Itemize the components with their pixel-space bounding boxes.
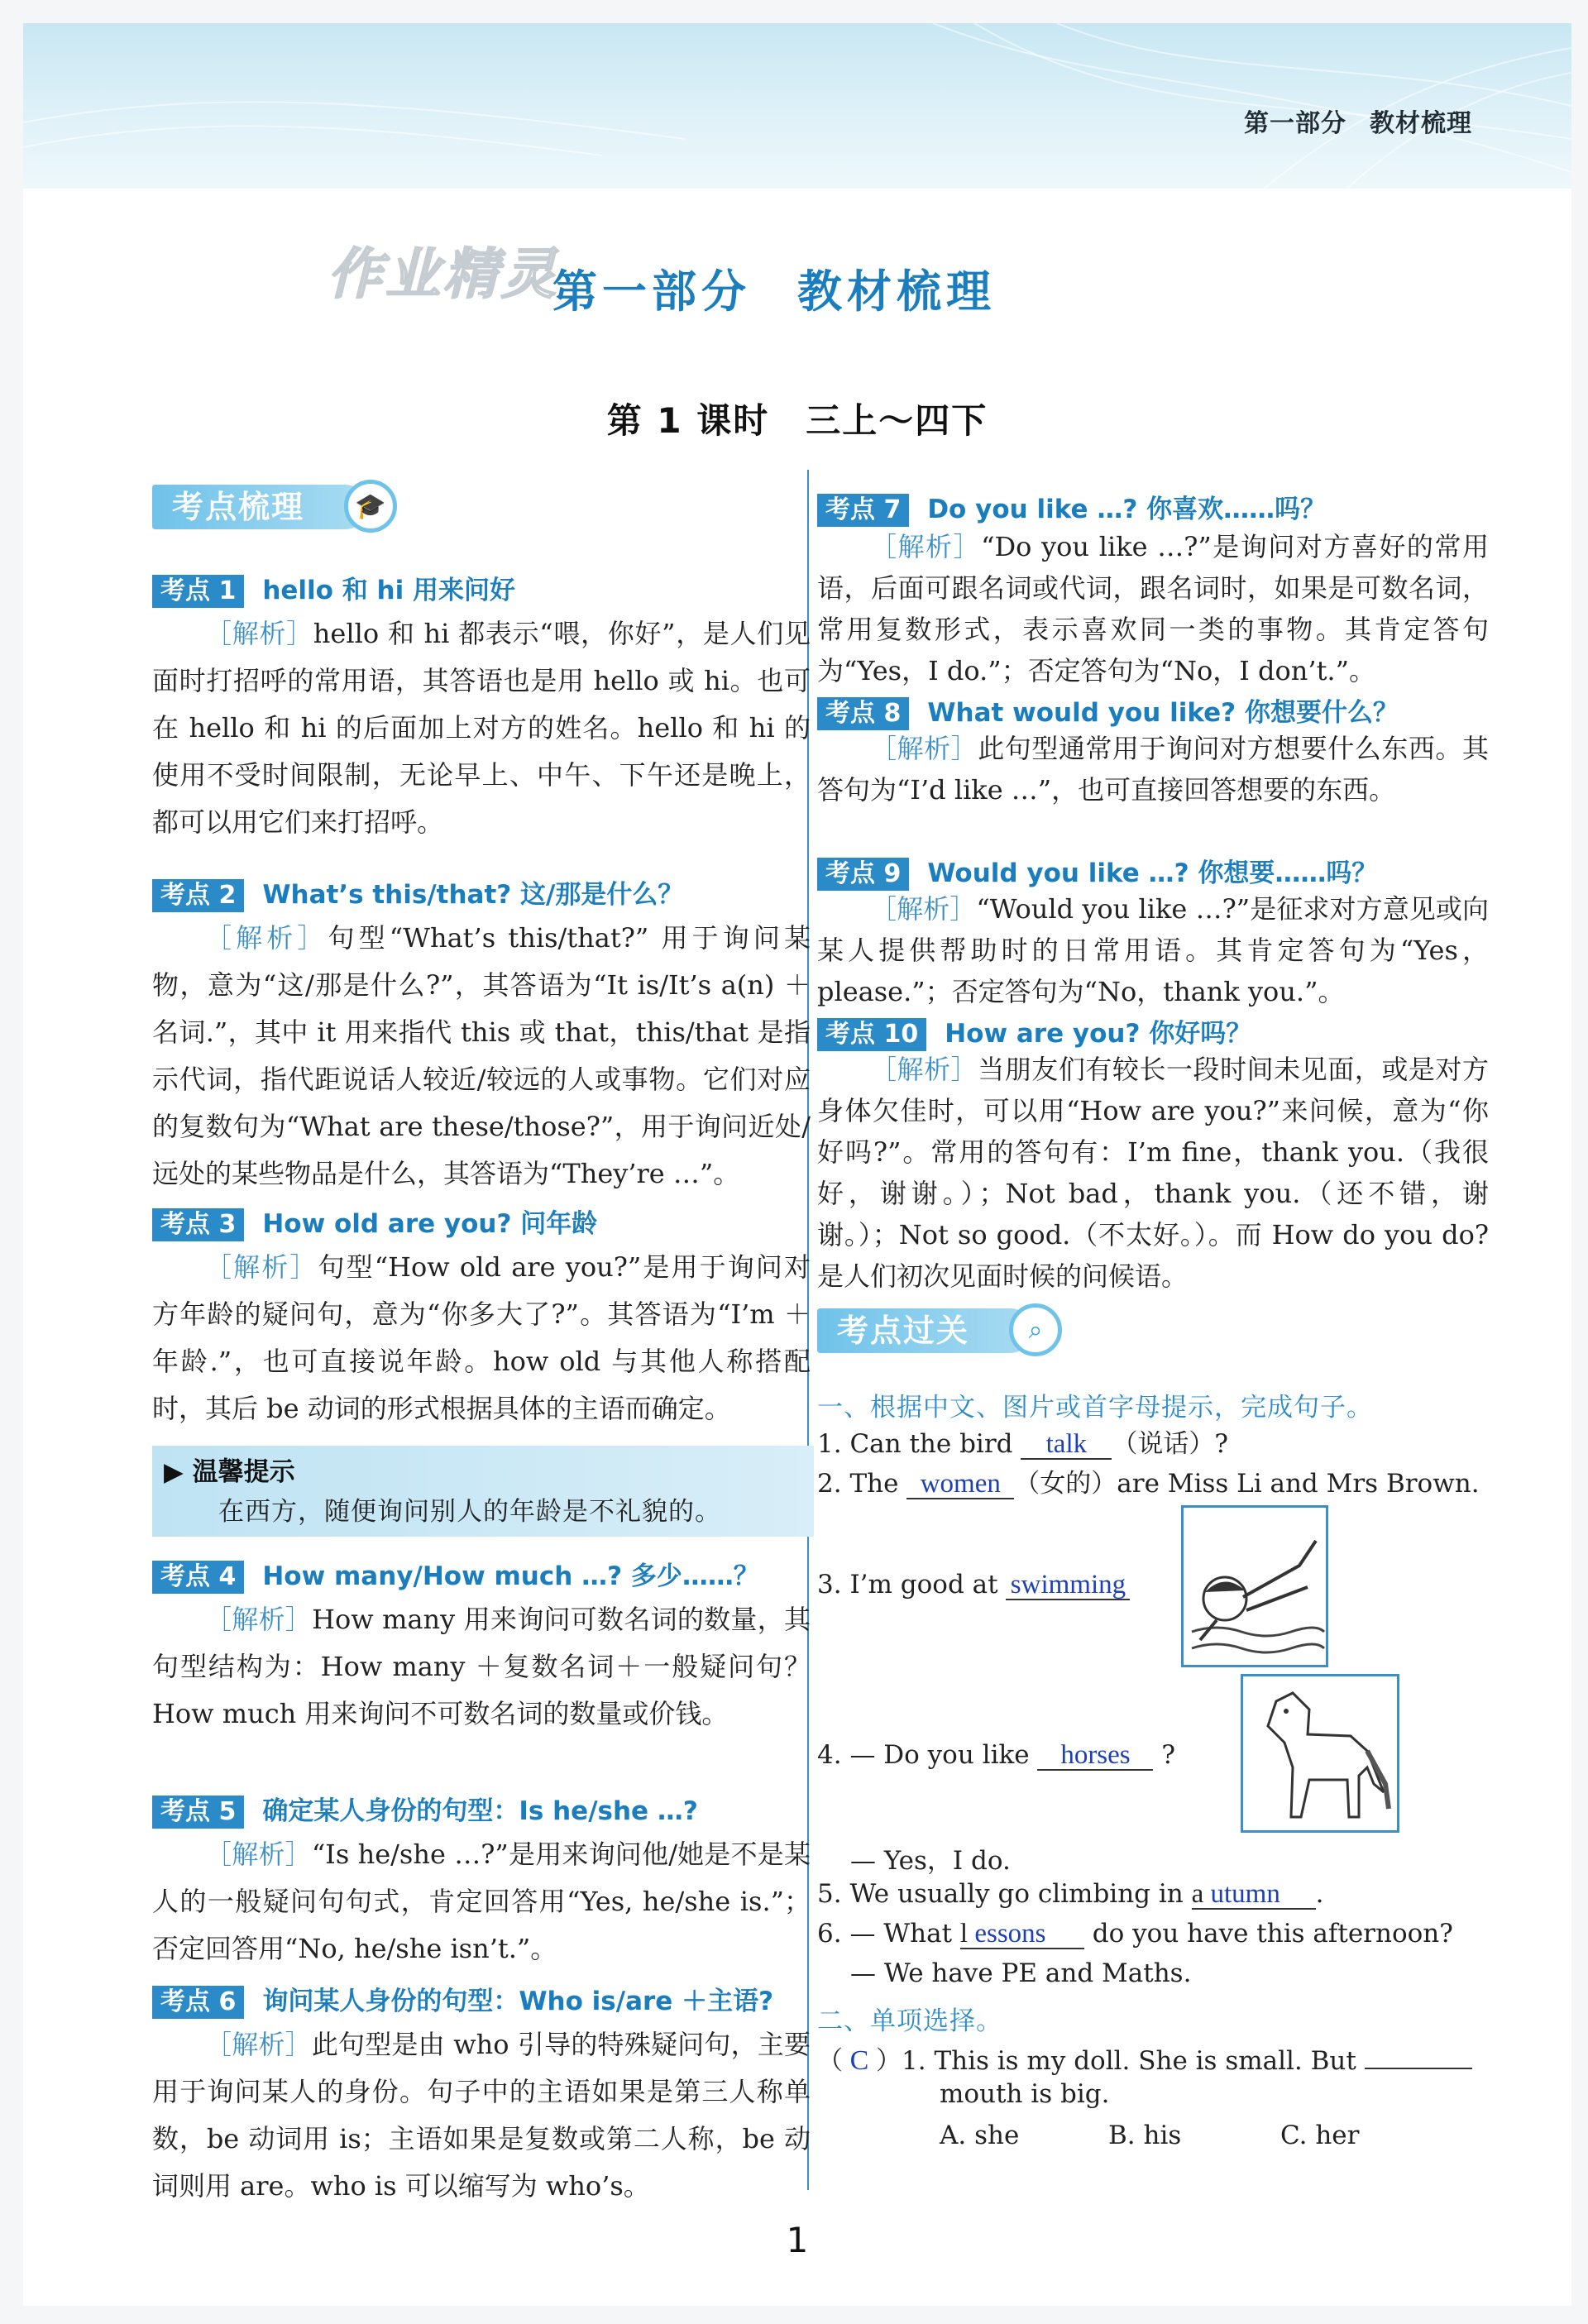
jiexi-label: ［解析］: [870, 1054, 978, 1085]
knowledge-point-3: [152, 1203, 597, 1241]
exercise-2-item-1-line2: mouth is big.: [940, 2079, 1110, 2109]
knowledge-point-4: [152, 1555, 759, 1594]
exercise-1-item-4-reply: — Yes，I do.: [850, 1846, 1011, 1876]
page-number: 1: [786, 2220, 809, 2260]
kp-1-explanation: [152, 610, 811, 846]
tip-text: 在西方，随便询问别人的年龄是不礼貌的。: [218, 1497, 721, 1527]
kp-title: Do you like …? 你喜欢……吗？: [927, 495, 1327, 524]
choice-answer: C: [849, 2045, 869, 2076]
item-number: 1.: [902, 2046, 926, 2076]
kp-text: hello 和 hi 都表示“喂，你好”，是人们见面时打招呼的常用语，其答语也是用 hello 或 hi。也可在 hello 和 hi 的后面加上对方的姓名。hello 和 hi 的使用不受时间限制，无论早上、中午、下午还是晚上，都可以用它们来打招呼。: [152, 618, 811, 838]
item-text: We usually go climbing in: [849, 1879, 1184, 1909]
watermark: 作业精灵: [328, 242, 559, 306]
jiexi-label: ［解析］: [205, 1839, 312, 1870]
jiexi-label: ［解析］: [205, 922, 328, 954]
jiexi-label: ［解析］: [870, 893, 977, 925]
item-text: This is my doll. She is small. But: [934, 2046, 1356, 2076]
kp-5-explanation: [152, 1831, 811, 1973]
kp-title: hello 和 hi 用来问好: [262, 576, 516, 605]
jiexi-label: ［解析］: [205, 2029, 312, 2060]
exercise-1-item-6-reply: — We have PE and Maths.: [850, 1958, 1192, 1988]
exercise-1-item-6: [817, 1919, 1453, 1949]
tip-title: ▶ 温馨提示: [164, 1457, 295, 1487]
kp-6-explanation: [152, 2021, 811, 2210]
kp-badge: 考点 6: [152, 1986, 244, 2019]
kp-title: Would you like …? 你想要……吗？: [927, 858, 1378, 888]
graduation-cap-icon: 🎓: [344, 480, 397, 533]
kp-badge: 考点 1: [152, 575, 244, 608]
kp-text: 当朋友们有较长一段时间未见面，或是对方身体欠佳时，可以用“How are you?”来问候，意为“你好吗?”。常用的答句有：I’m fine，thank you.（我很好，谢谢。）；Not bad，thank you.（还不错，谢谢。）；Not so good.（不太好。）。而 How do you do? 是人们初次见面时候的问候语。: [817, 1054, 1489, 1292]
warm-tip-box: [152, 1446, 814, 1537]
kp-4-explanation: [152, 1596, 811, 1738]
kp-3-explanation: [152, 1244, 811, 1432]
knowledge-point-7: [817, 488, 1326, 527]
horse-image: [1241, 1674, 1399, 1833]
swimming-boy-image: [1181, 1505, 1328, 1667]
item-text: I’m good at: [849, 1570, 998, 1600]
kp-text: 此句型通常用于询问对方想要什么东西。其答句为“I’d like …”，也可直接回答想要的东西。: [817, 733, 1489, 806]
answer-blank: talk: [1021, 1430, 1112, 1460]
answer-blank: [1365, 2068, 1472, 2069]
exercise-1-item-3: [817, 1570, 1130, 1600]
answer-blank: women: [906, 1470, 1014, 1499]
kp-title: 询问某人身份的句型：Who is/are ＋主语?: [262, 1987, 774, 2016]
knowledge-point-1: [152, 569, 515, 608]
kp-title: How old are you? 问年龄: [262, 1209, 598, 1239]
running-header: [1244, 103, 1472, 139]
option-b: B. his: [1108, 2121, 1182, 2150]
kp-badge: 考点 3: [152, 1208, 244, 1241]
item-text: .: [1315, 1879, 1324, 1909]
exercise-2-heading: 二、单项选择。: [817, 2006, 1002, 2036]
jiexi-label: ［解析］: [870, 733, 978, 764]
knowledge-point-2: [152, 873, 683, 912]
kp-badge: 考点 2: [152, 879, 244, 912]
item-text: ?: [1161, 1740, 1175, 1770]
paren: ）: [876, 2046, 902, 2076]
kp-text: 句型“How old are you?”是用于询问对方年龄的疑问句，意为“你多大了?”。其答语为“I’m ＋年龄.”，也可直接说年龄。how old 与其他人称搭配时，其后 be 动词的形式根据具体的主语而确定。: [152, 1251, 811, 1424]
exercise-2-item-1: [817, 2039, 1472, 2077]
knowledge-point-9: [817, 852, 1377, 891]
item-text: — Do you like: [849, 1740, 1030, 1770]
answer-blank: horses: [1037, 1741, 1153, 1771]
knowledge-point-10: [817, 1012, 1251, 1051]
kp-badge: 考点 10: [817, 1018, 926, 1051]
item-number: 1.: [817, 1429, 842, 1459]
item-text: Can the bird: [849, 1429, 1013, 1459]
kp-text: “Do you like …?”是询问对方喜好的常用语，后面可跟名词或代词，跟名词时，如果是可数名词，常用复数形式，表示喜欢同一类的事物。其肯定答句为“Yes，I do.”；否定答句为“No，I don’t.”。: [817, 531, 1489, 686]
item-number: 4.: [817, 1740, 842, 1770]
horse-icon: [1243, 1676, 1397, 1830]
item-text: （女的）are Miss Li and Mrs Brown.: [1014, 1469, 1480, 1499]
exercise-1-item-4: [817, 1740, 1175, 1771]
item-number: 6.: [817, 1919, 842, 1949]
jiexi-label: ［解析］: [205, 1604, 313, 1635]
exercise-1-item-2: [817, 1462, 1480, 1499]
answer-blank: [1192, 1880, 1316, 1910]
kp-badge: 考点 5: [152, 1796, 244, 1829]
jiexi-label: ［解析］: [205, 1251, 318, 1283]
item-number: 3.: [817, 1570, 842, 1600]
kp-badge: 考点 7: [817, 494, 909, 527]
kp-text: How many 用来询问可数名词的数量，其句型结构为：How many ＋复数名词＋一般疑问句？How much 用来询问不可数名词的数量或价钱。: [152, 1604, 811, 1729]
kp-title: What would you like? 你想要什么？: [927, 698, 1399, 728]
jiexi-label: ［解析］: [870, 531, 982, 562]
kp-title: How many/How much …? 多少……？: [262, 1561, 759, 1591]
kp-title: How are you? 你好吗？: [945, 1019, 1252, 1049]
part-title-right: 教材梳理: [797, 265, 996, 318]
option-a: A. she: [940, 2121, 1020, 2150]
item-text: — What: [849, 1919, 953, 1949]
kp-text: “Is he/she …?”是用来询问他/她是不是某人的一般疑问句句式，肯定回答用“Yes, he/she is.”；否定回答用“No, he/she isn’t.”。: [152, 1839, 811, 1964]
exercise-1-item-1: [817, 1423, 1228, 1460]
item-number: 5.: [817, 1879, 842, 1909]
kp-7-explanation: [817, 526, 1489, 691]
knowledge-point-6: [152, 1980, 773, 2019]
header-banner: [23, 23, 1571, 189]
item-text: （说话）?: [1112, 1429, 1228, 1459]
answer-text: essons: [974, 1919, 1046, 1949]
kp-badge: 考点 4: [152, 1561, 244, 1594]
kp-9-explanation: [817, 888, 1489, 1012]
knowledge-point-8: [817, 691, 1399, 730]
option-c: C. her: [1280, 2121, 1360, 2150]
header-part: 第一部分: [1244, 109, 1346, 138]
kp-text: “Would you like …?”是征求对方意见或向某人提供帮助时的日常用语。其肯定答句为“Yes，please.”；否定答句为“No，thank you.”。: [817, 893, 1489, 1007]
item-text: The: [849, 1469, 899, 1499]
kp-title: What’s this/that? 这/那是什么？: [262, 880, 684, 910]
kp-text: 句型“What’s this/that?” 用于询问某物，意为“这/那是什么?”，其答语为“It is/It’s a(n) ＋名词.”，其中 it 用来指代 this 或 that，this/that 是指示代词，指代距说话人较近/较远的人或事物。它们对应的复数句为“What are these/those?”，用于询问近处/远处的某些物品是什么，其答语为“They’re …”。: [152, 922, 811, 1189]
kp-8-explanation: [817, 728, 1489, 811]
kp-badge: 考点 9: [817, 858, 909, 891]
answer-text: utumn: [1210, 1879, 1280, 1909]
part-title: [552, 256, 996, 320]
kp-text: 此句型是由 who 引导的特殊疑问句，主要用于询问某人的身份。句子中的主语如果是第三人称单数，be 动词用 is；主语如果是复数或第二人称，be 动词则用 are。who is 可以缩写为 who’s。: [152, 2029, 811, 2202]
section-tab-label: 考点梳理: [172, 489, 305, 525]
part-title-left: 第一部分: [552, 265, 751, 318]
page: [23, 23, 1571, 2306]
exercise-1-heading: 一、根据中文、图片或首字母提示，完成句子。: [817, 1393, 1373, 1423]
jiexi-label: ［解析］: [205, 618, 313, 649]
kp-10-explanation: [817, 1049, 1489, 1297]
letter-hint: l: [959, 1919, 969, 1949]
kp-title: 确定某人身份的句型：Is he/she …?: [262, 1796, 698, 1826]
section-tab-practice: [817, 1303, 1065, 1358]
header-section: 教材梳理: [1370, 109, 1472, 138]
letter-hint: a: [1191, 1879, 1204, 1909]
kp-2-explanation: [152, 915, 811, 1198]
item-text: do you have this afternoon?: [1092, 1919, 1453, 1949]
answer-blank: [960, 1920, 1084, 1949]
kp-badge: 考点 8: [817, 697, 909, 730]
answer-blank: swimming: [1006, 1571, 1130, 1600]
lesson-title: 第 1 课时 三上～四下: [606, 400, 988, 441]
exercise-1-item-5: [817, 1879, 1323, 1910]
knowledge-point-5: [152, 1790, 698, 1829]
section-tab-review: [152, 480, 400, 534]
swimmer-icon: [1184, 1508, 1326, 1665]
section-tab-label: 考点过关: [837, 1313, 970, 1349]
magnifier-icon: ⌕: [1009, 1303, 1062, 1356]
item-number: 2.: [817, 1469, 842, 1499]
paren: （: [817, 2046, 843, 2076]
